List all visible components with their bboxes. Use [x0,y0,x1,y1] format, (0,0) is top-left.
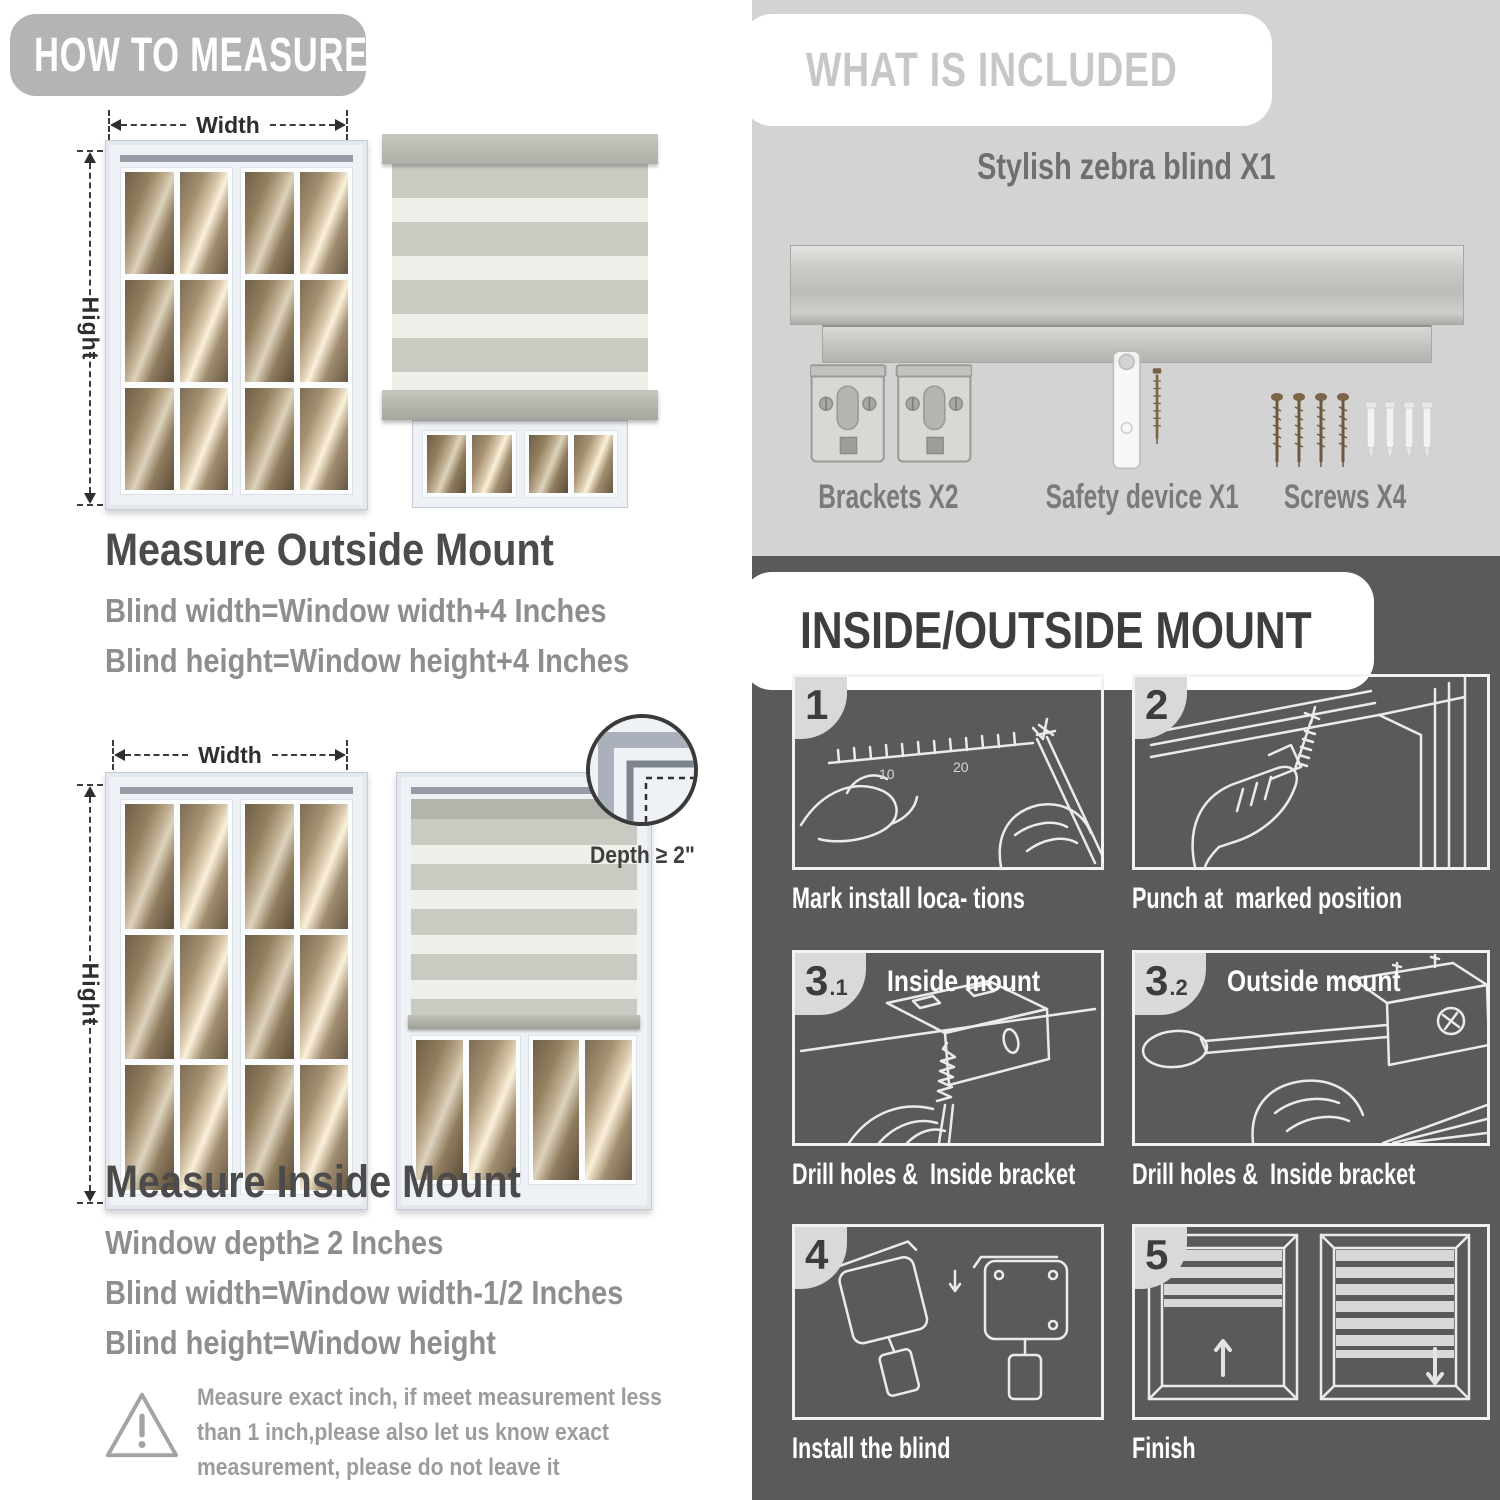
window-glass [120,167,353,495]
inside-width-arrow [112,740,348,770]
step-2-panel [1132,674,1490,870]
step-3-2-panel [1132,950,1490,1146]
window-sash [120,167,233,495]
outside-width-arrow [108,110,348,140]
drill-illustration [1135,677,1487,867]
window-pane [180,804,229,929]
warning-line: than 1 inch,please also let us know exact [197,1419,609,1446]
dashed-line [125,754,188,756]
step-1-panel [792,674,1104,870]
screws-label: Screws X4 [1283,478,1407,516]
screws-icon [1268,392,1432,472]
depth-detail-circle [586,714,698,826]
arrow-tick [346,110,348,140]
how-to-measure-title: HOW TO MEASURE [34,28,368,82]
window-pane [300,935,349,1060]
arrow-down-icon [84,493,96,504]
how-to-measure-header [10,14,366,96]
inside-formula-height: Blind height=Window height [105,1324,496,1361]
window-pane [125,388,174,490]
window-track [120,787,353,794]
what-is-included-header [742,14,1272,126]
step-2-caption: Punch at marked position [1132,882,1403,915]
dashed-line [89,1018,91,1192]
width-label: Width [196,111,260,138]
dashed-line [270,124,335,126]
warning-triangle-icon [103,1388,181,1462]
width-label: Width [198,741,262,768]
blind-bottom-rail [408,1015,640,1029]
step-5-caption: Finish [1132,1432,1196,1465]
window-glass [120,799,353,1195]
window-bottom-peek [412,420,628,508]
zebra-blind-outside-mount [392,134,648,508]
window-photo-inside [105,772,368,1210]
inside-mount-title: Measure Inside Mount [105,1156,521,1207]
measure-warning [103,1380,725,1485]
step-3-1-panel [792,950,1104,1146]
outside-formula-height: Blind height=Window height+4 Inches [105,642,630,679]
window-pane [180,388,229,490]
outside-formula-width: Blind width=Window width+4 Inches [105,592,607,629]
step-3-2-caption: Drill holes & Inside bracket [1132,1158,1416,1191]
arrow-tick [77,1202,103,1204]
window-pane [300,172,349,274]
step-number-badge: 4 [795,1227,847,1289]
arrow-up-icon [84,152,96,163]
arrow-up-icon [84,786,96,797]
inside-height-arrow [72,784,108,1204]
step-number-badge: 2 [1135,677,1187,739]
outside-height-arrow [72,150,108,506]
window-corner-detail-icon [590,718,694,822]
window-pane [180,172,229,274]
step-number-badge: 1 [795,677,847,739]
what-is-included-panel [752,0,1500,556]
window-pane [125,280,174,382]
brackets-label: Brackets X2 [817,478,959,516]
window-photo-outside [105,140,368,510]
window-pane [427,435,466,493]
window-sash [240,799,353,1195]
svg-text:20: 20 [953,759,969,775]
height-label: Hight [77,296,104,360]
dashed-line [272,754,335,756]
brackets-icon [810,362,972,468]
step-1-caption: Mark install loca- tions [792,882,1025,915]
window-pane [180,280,229,382]
arrow-left-icon [114,749,125,761]
step-number-badge: 3 .2 [1135,953,1206,1015]
what-is-included-title: WHAT IS INCLUDED [806,43,1178,97]
blind-valance [382,134,658,164]
blind-bottom-rail [382,390,658,420]
window-pane [245,172,294,274]
step-4-panel [792,1224,1104,1420]
warning-line: measurement, please do not leave it [197,1454,560,1481]
height-label: Hight [77,962,104,1026]
window-sash [524,430,619,498]
warning-line: Measure exact inch, if meet measurement less [197,1384,662,1411]
step-3-1-caption: Drill holes & Inside bracket [792,1158,1076,1191]
arrow-right-icon [335,749,346,761]
inside-outside-mount-title: INSIDE/OUTSIDE MOUNT [800,602,1312,660]
window-pane [180,935,229,1060]
arrow-down-icon [84,1191,96,1202]
arrow-tick [346,740,348,770]
inside-mount-text [105,1156,694,1368]
safety-device-label: Safety device X1 [1045,478,1239,516]
step-3-1-title: Inside mount [887,965,1041,998]
step-3-2-title: Outside mount [1227,965,1401,998]
arrow-right-icon [335,119,346,131]
window-sash [240,167,353,495]
window-pane [245,388,294,490]
step-number-badge: 3 .1 [795,953,866,1015]
inside-formula-depth: Window depth≥ 2 Inches [105,1224,444,1261]
window-track [120,155,353,162]
outside-mount-text [105,524,701,686]
window-pane [125,804,174,929]
window-glass [422,430,618,498]
finish-illustration [1135,1227,1487,1417]
window-pane [245,804,294,929]
window-pane [245,935,294,1060]
inside-outside-mount-panel [752,556,1500,1500]
window-pane [300,388,349,490]
step-number-badge: 5 [1135,1227,1187,1289]
window-pane [574,435,613,493]
inside-formula-width: Blind width=Window width-1/2 Inches [105,1274,624,1311]
blind-stripes [392,164,648,390]
arrow-left-icon [110,119,121,131]
blind-cassette-image [790,245,1464,325]
dashed-line [89,163,91,305]
depth-label: Depth ≥ 2" [590,842,695,869]
window-pane [245,280,294,382]
warning-text [197,1380,725,1485]
window-with-inside-blind [396,772,652,1210]
dashed-line [89,797,91,971]
window-pane [472,435,511,493]
step-4-caption: Install the blind [792,1432,951,1465]
blind-item-label: Stylish zebra blind X1 [976,146,1276,187]
inside-outside-mount-header [742,572,1374,690]
window-pane [300,280,349,382]
safety-device-icon [1092,348,1172,478]
window-pane [125,172,174,274]
window-sash [120,799,233,1195]
window-pane [300,804,349,929]
window-pane [529,435,568,493]
window-sash [422,430,517,498]
dashed-line [89,352,91,494]
arrow-tick [77,504,103,506]
dashed-line [121,124,186,126]
step-5-panel [1132,1224,1490,1420]
window-pane [125,935,174,1060]
outside-mount-title: Measure Outside Mount [105,524,554,575]
svg-text:10: 10 [879,766,895,782]
